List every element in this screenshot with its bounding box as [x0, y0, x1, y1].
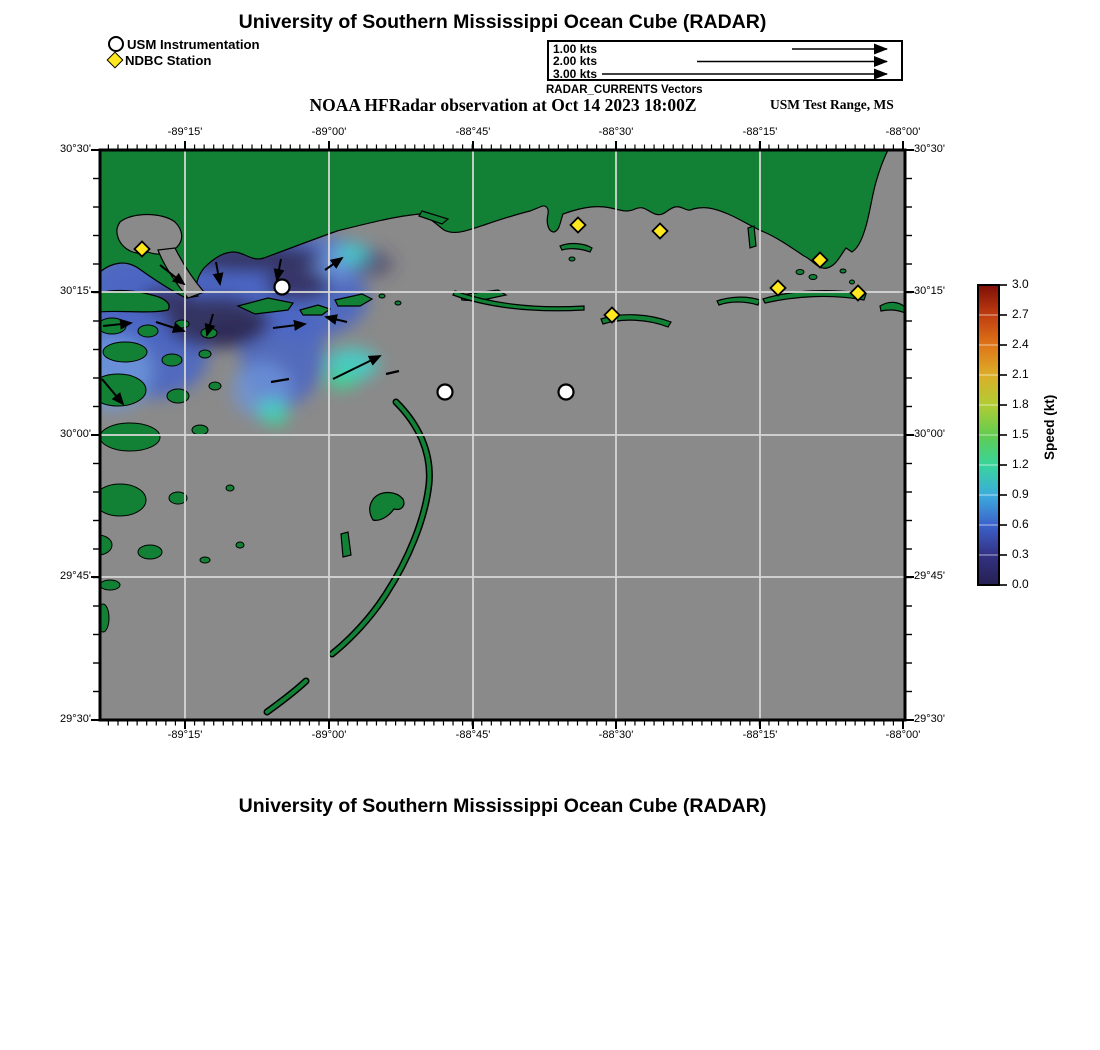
x-axis-tick-label: -88°30': [598, 126, 634, 138]
marsh-island: [809, 275, 817, 280]
usm-instrumentation-marker: [559, 385, 574, 400]
y-axis-tick-label: 30°30': [60, 143, 91, 155]
y-axis-tick-label: 30°15': [60, 285, 91, 297]
colorbar-tick-label: 2.4: [1012, 337, 1029, 351]
map-body: [72, 150, 905, 720]
marsh-island: [236, 542, 244, 548]
x-axis-tick-label: -88°00': [885, 729, 921, 741]
marsh-island: [840, 269, 846, 273]
vector-scale-3kt: 3.00 kts: [553, 66, 598, 81]
y-axis-tick-label: 29°45': [914, 570, 945, 582]
region-label: USM Test Range, MS: [770, 97, 894, 112]
colorbar-tick-label: 0.0: [1012, 577, 1029, 591]
colorbar-tick-label: 0.3: [1012, 547, 1029, 561]
y-axis-tick-label: 30°00': [60, 428, 91, 440]
marsh-island: [90, 374, 146, 406]
marsh-island: [138, 545, 162, 559]
y-axis-tick-label: 30°15': [914, 285, 945, 297]
x-axis-tick-label: -89°15': [167, 126, 203, 138]
radar-figure-page: University of Southern Mississippi Ocean Cube (RADAR) USM Instrumentation NDBC Station 1.00 kts 2.00 kts 3.00 kts RADAR_CURRENTS Vectors NOAA HFRadar observation at Oct 14 2023 18:00Z USM Test Range, MS -89°15' -89°15' -89°00' -89°00' -88°45' -88°45' -88°30' -88°30' -88°15' -88°15' -88°00' -88°00' 30°30' 30°30' 30°15' 30°15' 30°00' 30°00' 29°45' 29°45' 29°30' 29°30' 3.0 2.7 2.4 2.1 1.8 1.5 1.2 0.9 0.6 0.3 0.0 Speed (kt) University of Southern Mississippi Ocean Cube (RADAR): [0, 0, 1100, 1050]
marsh-island: [209, 382, 221, 390]
marsh-island: [94, 484, 146, 516]
marsh-island: [379, 294, 385, 298]
map-subtitle: NOAA HFRadar observation at Oct 14 2023 18:00Z: [309, 95, 697, 115]
x-axis-tick-label: -89°00': [311, 729, 347, 741]
page-title: University of Southern Mississippi Ocean Cube (RADAR): [238, 11, 767, 33]
colorbar-tick-label: 1.5: [1012, 427, 1029, 441]
x-axis-tick-label: -88°45': [455, 126, 491, 138]
x-axis-tick-label: -88°00': [885, 126, 921, 138]
marsh-island: [138, 325, 158, 337]
marsh-island: [100, 423, 160, 451]
marsh-island: [103, 342, 147, 362]
footer-title: University of Southern Mississippi Ocean Cube (RADAR): [238, 795, 767, 817]
colorbar-tick-label: 0.9: [1012, 487, 1029, 501]
marsh-island: [162, 354, 182, 366]
x-axis-tick-label: -88°15': [742, 126, 778, 138]
marsh-island: [175, 320, 189, 328]
x-axis-tick-label: -88°45': [455, 729, 491, 741]
marsh-island: [200, 557, 210, 563]
marsh-island: [569, 257, 575, 261]
y-axis-tick-label: 30°30': [914, 143, 945, 155]
y-axis-tick-label: 29°30': [914, 713, 945, 725]
vector-scale-caption: RADAR_CURRENTS Vectors: [546, 84, 703, 96]
marsh-island: [100, 580, 120, 590]
x-axis-tick-label: -88°30': [598, 729, 634, 741]
marsh-island: [850, 280, 855, 284]
marsh-island: [192, 425, 208, 435]
colorbar-tick-label: 3.0: [1012, 277, 1029, 291]
x-axis-tick-label: -88°15': [742, 729, 778, 741]
y-axis-tick-label: 29°45': [60, 570, 91, 582]
marsh-island: [84, 535, 112, 555]
x-axis-tick-label: -89°15': [167, 729, 203, 741]
colorbar-tick-label: 1.8: [1012, 397, 1029, 411]
marsh-island: [199, 350, 211, 358]
vector-scale-1kt: 1.00 kts: [553, 42, 598, 56]
land-polygon: [748, 226, 756, 248]
usm-instrumentation-marker: [275, 280, 290, 295]
vector-scale-2kt: 2.00 kts: [553, 54, 598, 69]
y-axis-tick-label: 30°00': [914, 428, 945, 440]
usm-instrumentation-marker: [438, 385, 453, 400]
colorbar-tick-label: 1.2: [1012, 457, 1029, 471]
y-axis-tick-label: 29°30': [60, 713, 91, 725]
marsh-island: [395, 301, 401, 305]
legend-ndbc-label: NDBC Station: [125, 52, 212, 68]
marsh-island: [226, 485, 234, 491]
x-axis-tick-label: -89°00': [311, 126, 347, 138]
colorbar-tick-label: 2.1: [1012, 367, 1029, 381]
colorbar-tick-label: 0.6: [1012, 517, 1029, 531]
colorbar-tick-label: 2.7: [1012, 307, 1029, 321]
marsh-island: [796, 270, 804, 275]
legend-usm-label: USM Instrumentation: [127, 36, 260, 52]
